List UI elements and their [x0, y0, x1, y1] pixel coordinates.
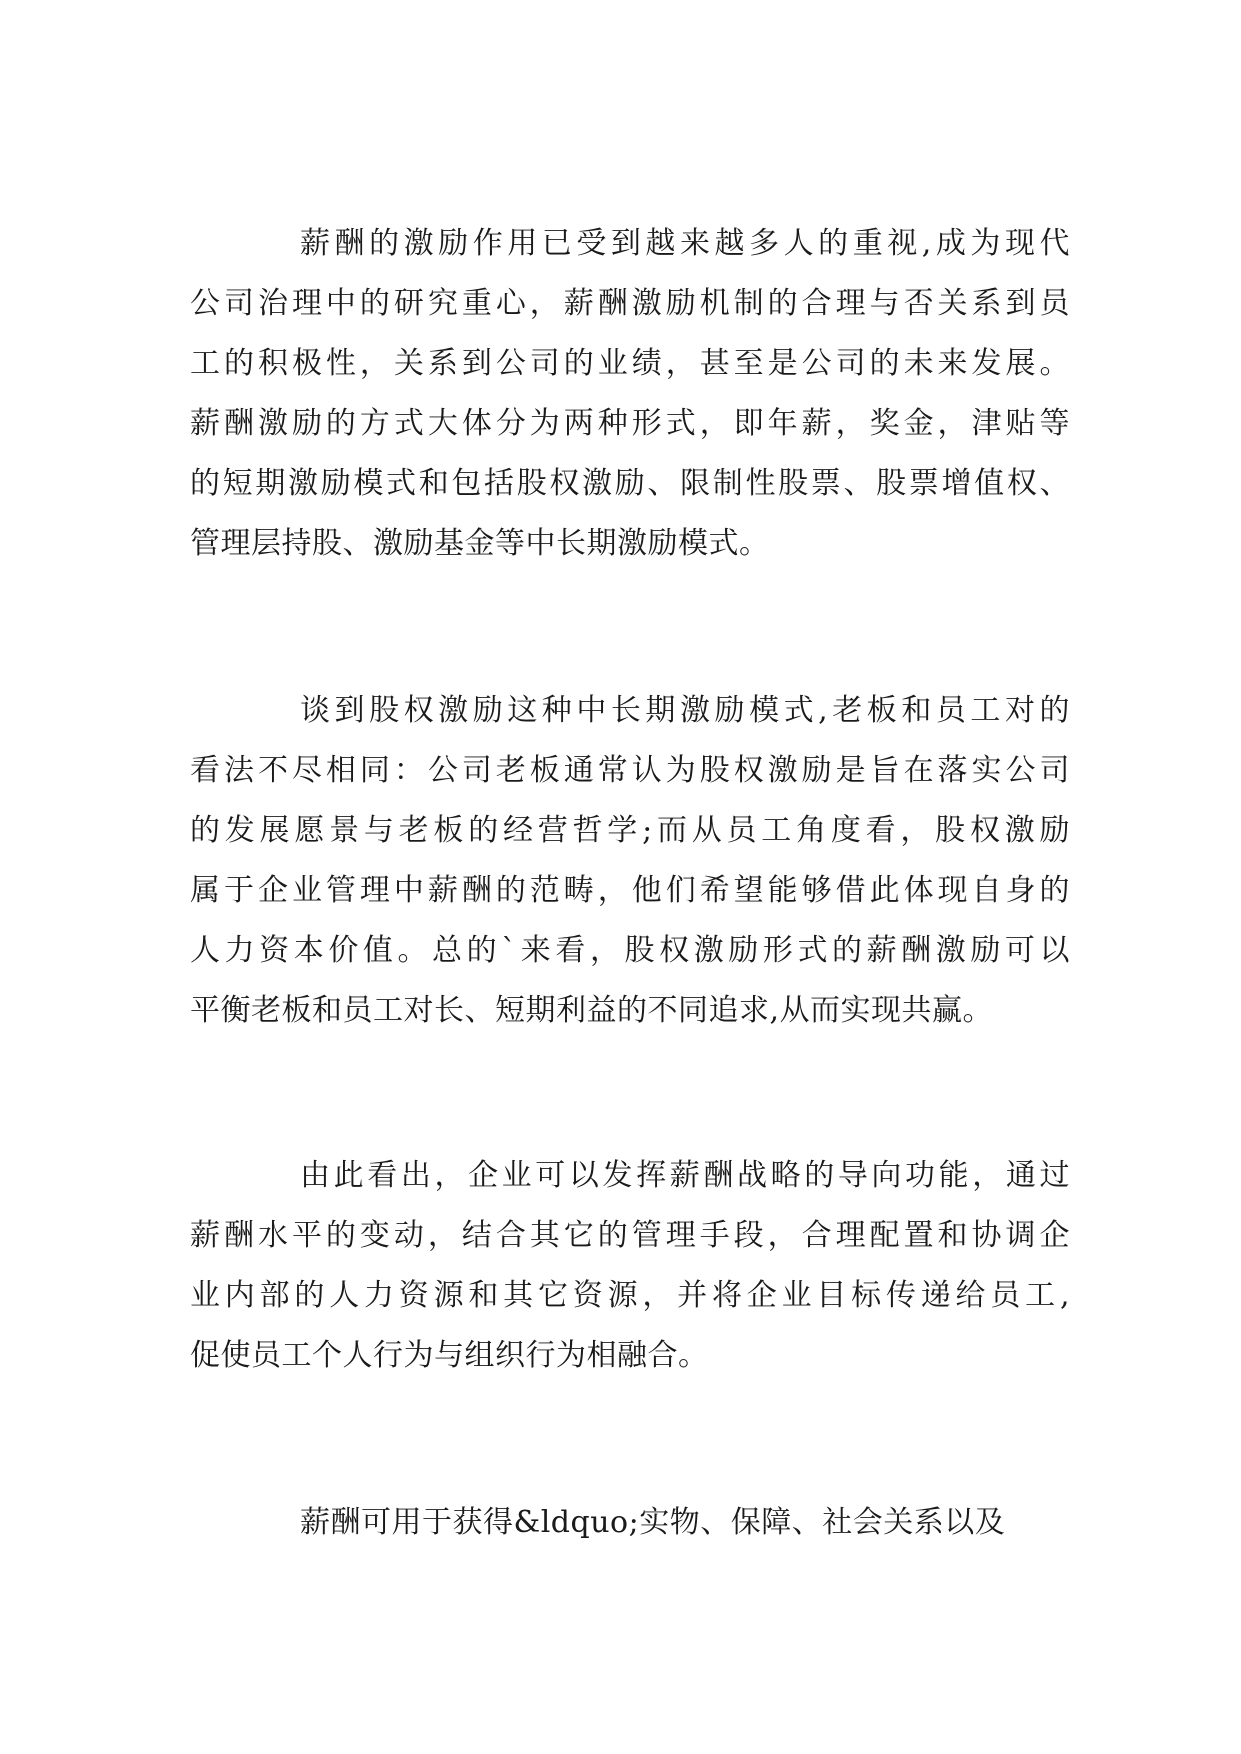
- paragraph-line: 平衡老板和员工对长、短期利益的不同追求,从而实现共赢。: [190, 993, 994, 1028]
- paragraph-line: 属于企业管理中薪酬的范畴，他们希望能够借此体现自身的: [190, 873, 1070, 908]
- paragraph-line: 薪酬的激励作用已受到越来越多人的重视,成为现代: [300, 226, 1070, 261]
- paragraph-line: 薪酬可用于获得&ldquo;实物、保障、社会关系以及: [300, 1505, 1006, 1540]
- paragraph-2: [190, 681, 1070, 1041]
- paragraph-line: 薪酬水平的变动，结合其它的管理手段，合理配置和协调企: [190, 1218, 1070, 1253]
- paragraph-line: 促使员工个人行为与组织行为相融合。: [190, 1338, 709, 1373]
- paragraph-1: [190, 214, 1070, 574]
- paragraph-line: 薪酬激励的方式大体分为两种形式，即年薪，奖金，津贴等: [190, 406, 1070, 441]
- paragraph-line: 业内部的人力资源和其它资源，并将企业目标传递给员工,: [190, 1278, 1070, 1313]
- paragraph-line: 的发展愿景与老板的经营哲学;而从员工角度看，股权激励: [190, 813, 1070, 848]
- paragraph-4: [190, 1493, 1070, 1553]
- paragraph-line: 公司治理中的研究重心，薪酬激励机制的合理与否关系到员: [190, 286, 1070, 321]
- paragraph-line: 人力资本价值。总的`来看，股权激励形式的薪酬激励可以: [190, 933, 1070, 968]
- paragraph-line: 看法不尽相同：公司老板通常认为股权激励是旨在落实公司: [190, 753, 1070, 788]
- paragraph-line: 工的积极性，关系到公司的业绩，甚至是公司的未来发展。: [190, 346, 1070, 381]
- paragraph-line: 管理层持股、激励基金等中长期激励模式。: [190, 526, 770, 561]
- paragraph-3: [190, 1146, 1070, 1386]
- paragraph-line: 由此看出，企业可以发挥薪酬战略的导向功能，通过: [300, 1158, 1070, 1193]
- paragraph-line: 的短期激励模式和包括股权激励、限制性股票、股票增值权、: [190, 466, 1070, 501]
- paragraph-line: 谈到股权激励这种中长期激励模式,老板和员工对的: [300, 693, 1070, 728]
